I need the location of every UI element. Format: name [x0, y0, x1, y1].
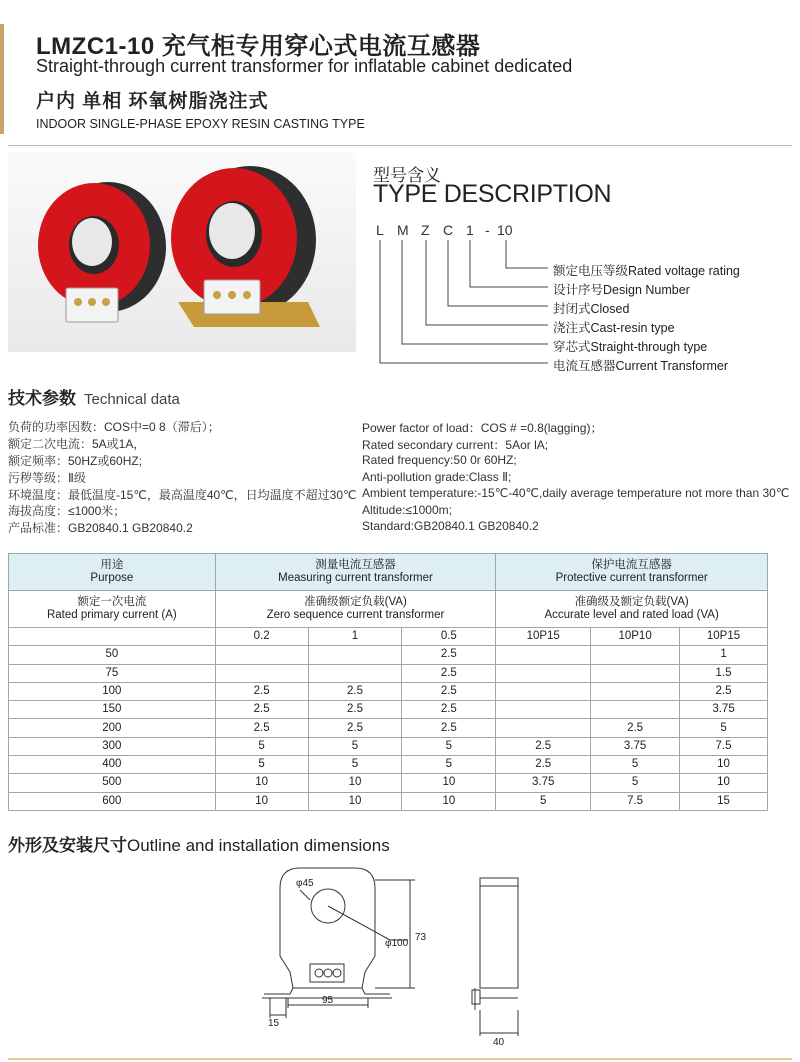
table-cell: 400 — [9, 756, 216, 774]
table-cell — [591, 664, 680, 682]
table-row — [9, 701, 768, 719]
table-cell — [496, 646, 591, 664]
table-cell: 2.5 — [402, 664, 496, 682]
dim-outer-diameter: φ100 — [385, 938, 409, 949]
dim-depth: 40 — [493, 1037, 505, 1048]
table-cell: 2.5 — [496, 737, 591, 755]
protective-header: 保护电流互感器 Protective current transformer — [496, 554, 768, 591]
table-cell: 50 — [9, 646, 216, 664]
table-cell: 100 — [9, 682, 216, 700]
code-voltage: 10 — [497, 222, 513, 238]
table-cell: 5 — [591, 756, 680, 774]
table-cell: 5 — [591, 774, 680, 792]
table-cell: 7.5 — [591, 792, 680, 810]
table-class-row — [9, 628, 768, 646]
table-row — [9, 664, 768, 682]
outline-heading — [8, 831, 390, 856]
table-cell: 2.5 — [215, 701, 308, 719]
table-cell — [591, 646, 680, 664]
legend-design-number: 设计序号Design Number — [553, 283, 690, 297]
table-row — [9, 774, 768, 792]
legend-rated-voltage: 额定电压等级Rated voltage rating — [553, 264, 740, 278]
table-cell: 5 — [215, 756, 308, 774]
spec-cn-power-factor: 负荷的功率因数：COS中=0 8（滞后）； — [8, 420, 220, 434]
table-row — [9, 719, 768, 737]
type-description-heading-cn: 型号含义 — [373, 166, 441, 185]
table-cell: 7.5 — [680, 737, 768, 755]
table-cell: 1 — [680, 646, 768, 664]
spec-cn-standard: 产品标准：GB20840.1 GB20840.2 — [8, 521, 193, 535]
table-cell — [308, 664, 402, 682]
table-cell: 10 — [680, 774, 768, 792]
spec-en-standard: Standard:GB20840.1 GB20840.2 — [362, 519, 539, 533]
table-row — [9, 756, 768, 774]
table-row — [9, 682, 768, 700]
table-cell: 2.5 — [680, 682, 768, 700]
code-letter-m: M — [397, 222, 409, 238]
table-cell — [215, 664, 308, 682]
table-cell: 1.5 — [680, 664, 768, 682]
legend-current-transformer: 电流互感器Current Transformer — [553, 359, 729, 373]
table-cell: 3.75 — [680, 701, 768, 719]
table-cell — [496, 701, 591, 719]
table-cell: 5 — [308, 737, 402, 755]
table-cell — [496, 664, 591, 682]
class-cell: 1 — [308, 628, 402, 646]
page-title-english: Straight-through current transformer for inflatable cabinet dedicated — [36, 56, 573, 76]
accurate-level-header: 准确级及额定负载(VA) Accurate level and rated load (VA) — [496, 591, 768, 628]
table-cell: 15 — [680, 792, 768, 810]
type-description-connectors — [0, 0, 800, 380]
dim-foot-width: 15 — [268, 1018, 280, 1029]
zero-sequence-header: 准确级额定负载(VA) Zero sequence current transformer — [215, 591, 496, 628]
table-row — [9, 646, 768, 664]
legend-cast-resin: 浇注式Cast-resin type — [553, 321, 675, 335]
table-row — [9, 737, 768, 755]
technical-data-heading — [8, 384, 180, 409]
code-letter-c: C — [443, 222, 454, 238]
table-cell — [496, 682, 591, 700]
table-cell: 10 — [402, 792, 496, 810]
table-cell: 5 — [402, 756, 496, 774]
page-subtitle-english: INDOOR SINGLE-PHASE EPOXY RESIN CASTING TYPE — [36, 117, 365, 131]
table-cell: 2.5 — [308, 701, 402, 719]
table-cell — [9, 628, 216, 646]
table-cell: 5 — [308, 756, 402, 774]
table-cell: 75 — [9, 664, 216, 682]
outline-heading-cn: 外形及安装尺寸 — [8, 836, 127, 855]
table-cell: 5 — [680, 719, 768, 737]
table-cell: 10 — [215, 792, 308, 810]
table-cell: 2.5 — [215, 719, 308, 737]
table-cell: 5 — [402, 737, 496, 755]
code-letter-z: Z — [421, 222, 430, 238]
spec-cn-secondary-current: 额定二次电流：5A或1A， — [8, 437, 146, 451]
spec-en-temperature: Ambient temperature:-15℃-40℃,daily average temperature not more than 30℃ — [362, 486, 790, 500]
spec-en-altitude: Altitude:≤1000m; — [362, 503, 452, 517]
table-cell: 2.5 — [496, 756, 591, 774]
spec-cn-frequency: 额定频率：50HZ或60HZ; — [8, 454, 143, 468]
table-cell: 10 — [680, 756, 768, 774]
table-cell: 2.5 — [591, 719, 680, 737]
page-subtitle: 户内 单相 环氧树脂浇注式 — [36, 91, 269, 112]
spec-cn-temperature: 环境温度：最低温度-15℃，最高温度40℃，日均温度不超过30℃ — [8, 488, 357, 502]
side-view-drawing — [472, 878, 518, 1036]
spec-en-power-factor: Power factor of load：COS # =0.8(lagging)； — [362, 421, 603, 435]
rated-primary-header: 额定一次电流 Rated primary current (A) — [9, 591, 216, 628]
outline-heading-en: Outline and installation dimensions — [127, 836, 390, 855]
code-dash: - — [485, 222, 490, 238]
table-cell: 2.5 — [402, 719, 496, 737]
table-subheader-row — [9, 591, 768, 628]
dim-height: 73 — [415, 932, 427, 943]
dim-base-width: 95 — [322, 995, 334, 1006]
class-cell: 10P10 — [591, 628, 680, 646]
measuring-header: 测量电流互感器 Measuring current transformer — [215, 554, 496, 591]
table-cell: 10 — [308, 792, 402, 810]
spec-cn-altitude: 海拔高度：≤1000米； — [8, 504, 126, 518]
table-cell: 10 — [402, 774, 496, 792]
table-cell: 2.5 — [402, 701, 496, 719]
legend-straight-through: 穿芯式Straight-through type — [553, 340, 708, 354]
class-cell: 10P15 — [496, 628, 591, 646]
table-cell: 3.75 — [496, 774, 591, 792]
table-cell — [591, 682, 680, 700]
table-cell: 2.5 — [308, 682, 402, 700]
table-cell: 10 — [308, 774, 402, 792]
table-cell: 10 — [215, 774, 308, 792]
table-cell — [215, 646, 308, 664]
code-letter-l: L — [376, 222, 384, 238]
purpose-header: 用途 Purpose — [9, 554, 216, 591]
class-cell: 0.2 — [215, 628, 308, 646]
table-cell: 150 — [9, 701, 216, 719]
table-row — [9, 792, 768, 810]
footer-divider — [8, 1058, 792, 1060]
spec-en-secondary-current: Rated secondary current：5Aor lA; — [362, 438, 549, 452]
legend-closed: 封闭式Closed — [553, 302, 630, 316]
spec-en-pollution: Anti-pollution grade:Class Ⅱ; — [362, 470, 512, 484]
class-cell: 10P15 — [680, 628, 768, 646]
rating-table — [8, 553, 768, 811]
table-cell — [308, 646, 402, 664]
dimension-drawing — [250, 860, 770, 1050]
table-cell: 5 — [215, 737, 308, 755]
table-cell: 2.5 — [215, 682, 308, 700]
class-cell: 0.5 — [402, 628, 496, 646]
dim-inner-diameter: φ45 — [296, 878, 314, 889]
table-cell — [591, 701, 680, 719]
page-title: LMZC1-10 充气柜专用穿心式电流互感器 — [36, 33, 481, 60]
table-cell: 300 — [9, 737, 216, 755]
table-cell — [496, 719, 591, 737]
table-cell: 5 — [496, 792, 591, 810]
type-description-heading: TYPE DESCRIPTION — [373, 180, 612, 208]
table-cell: 200 — [9, 719, 216, 737]
technical-data-heading-en: Technical data — [84, 391, 180, 408]
table-cell: 2.5 — [402, 646, 496, 664]
table-cell: 500 — [9, 774, 216, 792]
table-cell: 600 — [9, 792, 216, 810]
table-cell: 2.5 — [308, 719, 402, 737]
table-cell: 2.5 — [402, 682, 496, 700]
code-digit-1: 1 — [466, 222, 474, 238]
technical-data-heading-cn: 技术参数 — [8, 389, 76, 408]
table-cell: 3.75 — [591, 737, 680, 755]
spec-en-frequency: Rated frequency:50 0r 60HZ; — [362, 453, 517, 467]
spec-cn-pollution: 污秽等级：Ⅱ级 — [8, 471, 86, 485]
table-header-row — [9, 554, 768, 591]
